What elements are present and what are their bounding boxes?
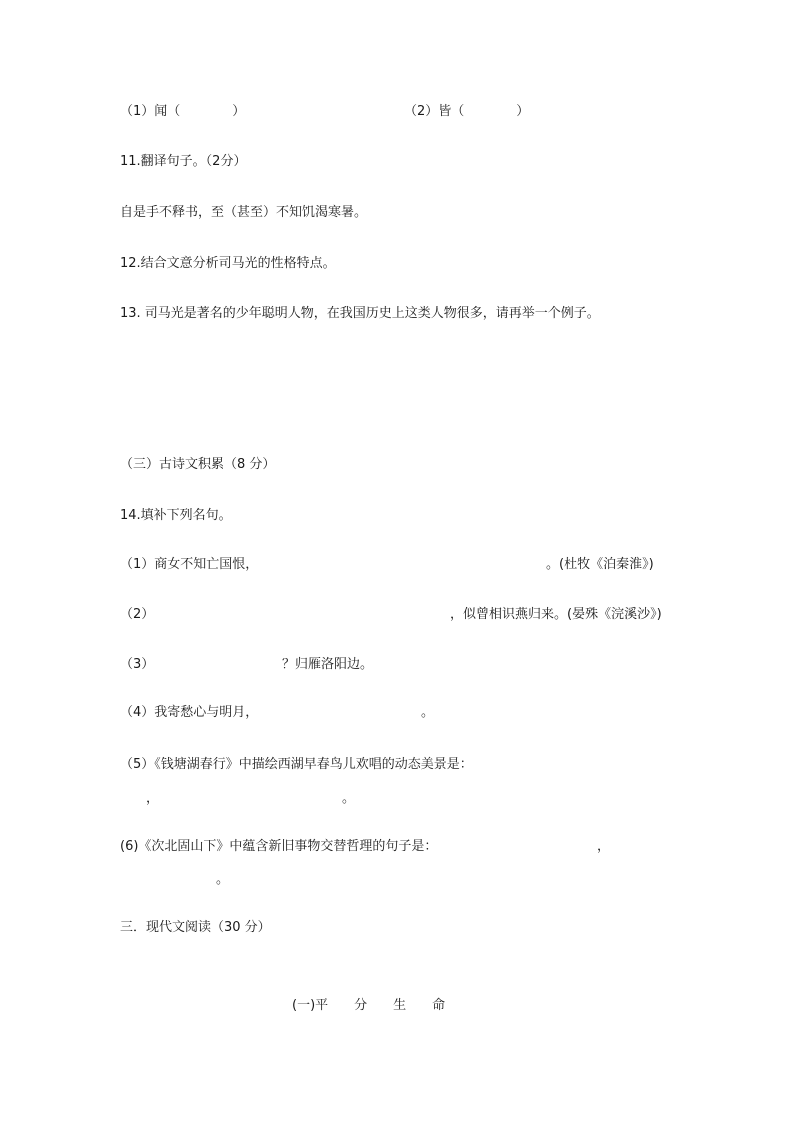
part3-subtitle: (一)平 分 生 命 xyxy=(292,998,446,1013)
q10-item1: （1）闻（ ） xyxy=(120,104,246,119)
q14-line5-comma: ， xyxy=(146,791,160,806)
q14-line4-head: （4）我寄愁心与明月， xyxy=(120,705,259,720)
q14-line3-tail: ？归雁洛阳边。 xyxy=(282,657,374,672)
q11-sentence: 自是手不释书，至（甚至）不知饥渴寒暑。 xyxy=(120,205,368,220)
q14-line2-head: （2） xyxy=(120,607,155,622)
q11-prompt: 11.翻译句子。（2分） xyxy=(120,154,247,169)
q14-line6-end: 。 xyxy=(216,872,230,887)
q14-line4-tail: 。 xyxy=(421,705,435,720)
q14-line5-prompt: （5）《钱塘湖春行》中描绘西湖早春鸟儿欢唱的动态美景是： xyxy=(120,757,473,772)
part3-title: 三．现代文阅读（30 分） xyxy=(120,920,271,935)
q14-line6-prompt: (6)《次北固山下》中蕴含新旧事物交替哲理的句子是： xyxy=(120,839,438,854)
q14-line1-tail: 。(杜牧《泊秦淮》) xyxy=(546,557,654,572)
q14-line1-head: （1）商女不知亡国恨， xyxy=(120,557,259,572)
section3-title: （三）古诗文积累（8 分） xyxy=(120,457,276,472)
q14-line5-end: 。 xyxy=(342,791,356,806)
q14-prompt: 14.填补下列名句。 xyxy=(120,508,232,523)
q13-prompt: 13. 司马光是著名的少年聪明人物，在我国历史上这类人物很多，请再举一个例子。 xyxy=(120,306,600,321)
q14-line2-tail: ，似曾相识燕归来。(晏殊《浣溪沙》) xyxy=(450,607,662,622)
q14-line6-comma: ， xyxy=(597,839,611,854)
q12-prompt: 12.结合文意分析司马光的性格特点。 xyxy=(120,256,336,271)
q10-item2: （2）皆（ ） xyxy=(404,104,530,119)
q14-line3-head: （3） xyxy=(120,657,155,672)
